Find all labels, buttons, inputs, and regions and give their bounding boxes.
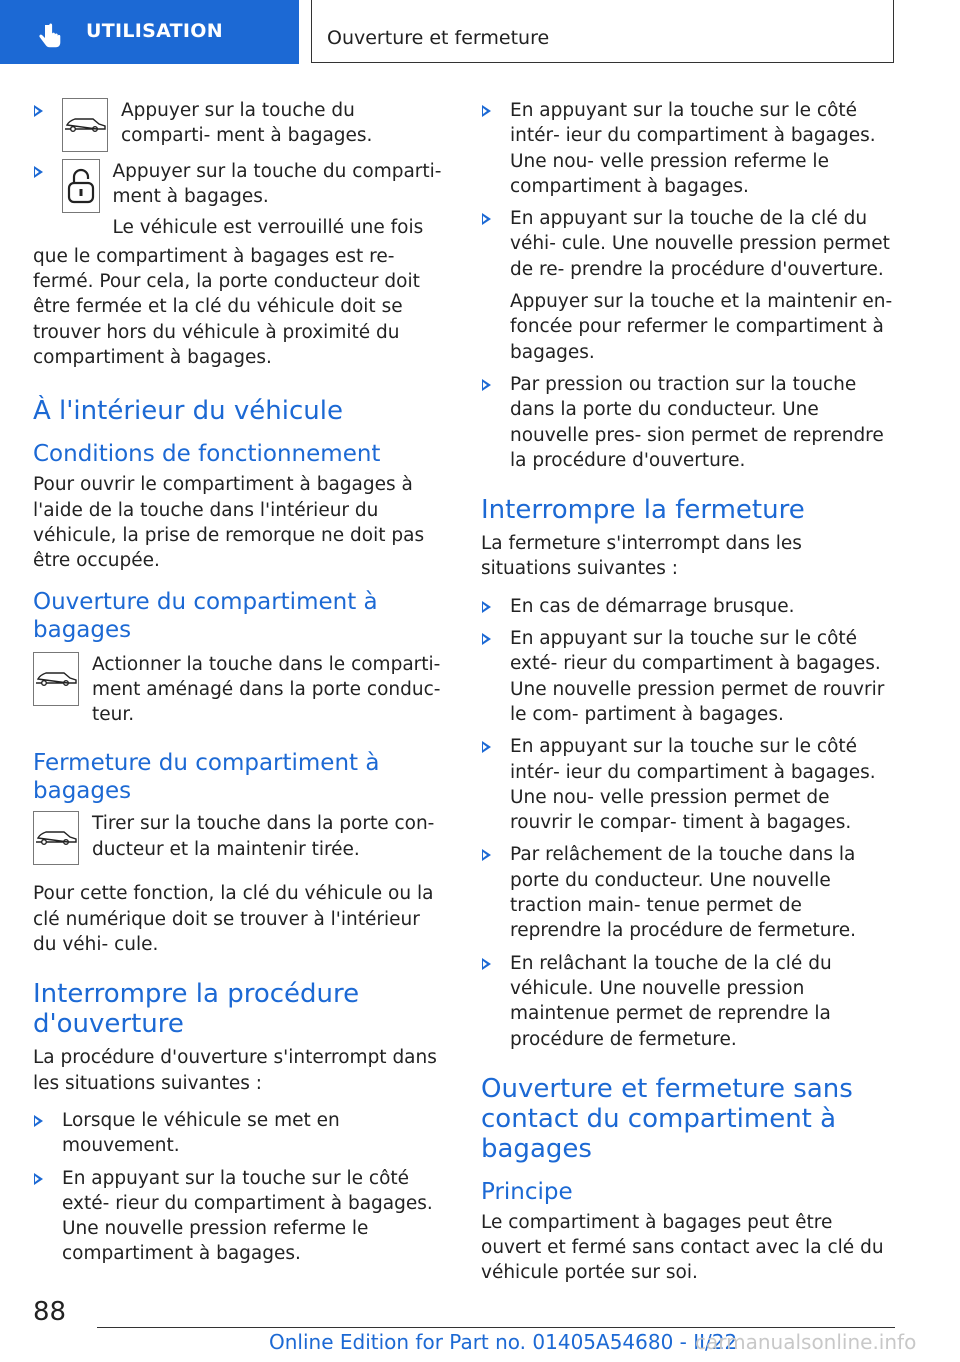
bullet-text: Appuyer sur la touche du comparti‐ ment à bagages. [121, 100, 373, 147]
bullet-text: Par pression ou traction sur la touche dans la porte du conducteur. Une nouvelle pres‐ sion permet de reprendre la procédure d'ouverture. [510, 373, 884, 471]
edition-label: Online Edition for Part no. 01405A54680 - II/22 [269, 1330, 738, 1354]
bullet-text: En appuyant sur la touche sur le côté exté‐ rieur du compartiment à bagages. Une nouvelle pression referme le compartiment à bagages. [62, 1167, 433, 1265]
car-trunk-icon [33, 811, 79, 865]
lock-icon [62, 159, 100, 213]
hand-pointer-icon [36, 22, 64, 50]
paragraph-conditions: Pour ouvrir le compartiment à bagages à l'aide de la touche dans l'intérieur du véhicule, la prise de remorque ne doit pas être occupée. [33, 474, 425, 572]
watermark: carmanualsonline.info [695, 1330, 917, 1354]
triangle-bullet-icon [482, 213, 491, 225]
list-item [481, 372, 896, 473]
heading-principle: Principe [481, 1178, 573, 1205]
list-item [33, 1166, 448, 1267]
lock-note-rest: que le compartiment à bagages est re‐ fermé. Pour cela, la porte conducteur doit être fermée et la clé du véhicule doit se trouver hors du véhicule à proximité du compartiment à bagages. [33, 245, 420, 369]
bullet-text: Appuyer sur la touche du comparti‐ ment à bagages. [112, 161, 442, 208]
list-item [481, 734, 896, 835]
heading-interrupt-opening: Interrompre la procédure d'ouverture [33, 979, 360, 1040]
list-item [481, 594, 896, 619]
paragraph-opening: Actionner la touche dans le comparti‐ ment aménagé dans la porte conduc‐ teur. [92, 653, 441, 726]
bullet-text: En appuyant sur la touche sur le côté intér‐ ieur du compartiment à bagages. Une nou‐ velle pression permet de rouvrir le compar‐ timent à bagages. [510, 736, 876, 834]
car-trunk-icon [62, 98, 108, 152]
list-item [481, 951, 896, 1052]
list-item [33, 159, 448, 240]
heading-closing: Fermeture du compartiment à bagages [33, 750, 380, 805]
heading-contactless: Ouverture et fermeture sans contact du compartiment à bagages [481, 1073, 853, 1164]
right-column [481, 98, 896, 1295]
lock-note-first: Le véhicule est verrouillé une fois [112, 216, 424, 238]
page-number: 88 [33, 1297, 67, 1327]
heading-opening: Ouverture du compartiment à bagages [33, 588, 378, 643]
list-item [33, 98, 448, 152]
triangle-bullet-icon [34, 1173, 43, 1185]
bullet-text: En appuyant sur la touche de la clé du véhi‐ cule. Une nouvelle pression permet de re‐ prendre la procédure d'ouverture. [510, 208, 890, 280]
triangle-bullet-icon [482, 105, 491, 117]
bullet-text: Lorsque le véhicule se met en mouvement. [62, 1109, 340, 1157]
paragraph-interrupt-closing: La fermeture s'interrompt dans les situations suivantes : [481, 533, 802, 580]
bullet-text: En relâchant la touche de la clé du véhicule. Une nouvelle pression maintenue permet de reprendre la procédure de fermeture. [510, 952, 832, 1050]
triangle-bullet-icon [482, 601, 491, 613]
heading-interior: À l'intérieur du véhicule [33, 396, 343, 427]
paragraph-principle: Le compartiment à bagages peut être ouvert et fermé sans contact avec la clé du véhicule portée sur soi. [481, 1211, 884, 1284]
triangle-bullet-icon [482, 958, 491, 970]
list-item [481, 626, 896, 727]
heading-conditions: Conditions de fonctionnement [33, 441, 381, 468]
list-item [481, 206, 896, 365]
paragraph-closing: Tirer sur la touche dans la porte con‐ ducteur et la maintenir tirée. [92, 813, 435, 860]
triangle-bullet-icon [34, 166, 43, 178]
footer-divider [97, 1327, 895, 1328]
triangle-bullet-icon [482, 633, 491, 645]
car-trunk-icon [33, 652, 79, 706]
list-item [33, 1108, 448, 1159]
triangle-bullet-icon [34, 105, 43, 117]
header-chapter-box [311, 0, 894, 63]
bullet-text: En cas de démarrage brusque. [510, 595, 795, 617]
triangle-bullet-icon [482, 379, 491, 391]
list-item [481, 842, 896, 943]
chapter-title: Ouverture et fermeture [327, 27, 550, 49]
triangle-bullet-icon [482, 849, 491, 861]
bullet-text: En appuyant sur la touche sur le côté exté‐ rieur du compartiment à bagages. Une nouvelle pression permet de rouvrir le com‐ partiment à bagages. [510, 628, 885, 725]
paragraph-closing-note: Pour cette fonction, la clé du véhicule ou la clé numérique doit se trouver à l'intérieur du véhi‐ cule. [33, 883, 434, 956]
closing-row [33, 811, 448, 865]
list-item [481, 98, 896, 199]
left-column [33, 98, 448, 1274]
triangle-bullet-icon [482, 741, 491, 753]
key-note: Appuyer sur la touche et la maintenir en‐ foncée pour refermer le compartiment à bagages. [510, 291, 893, 363]
bullet-text: En appuyant sur la touche sur le côté intér‐ ieur du compartiment à bagages. Une nou‐ velle pression referme le compartiment à bagages. [510, 100, 876, 197]
section-title: UTILISATION [86, 20, 223, 42]
paragraph-interrupt-opening: La procédure d'ouverture s'interrompt dans les situations suivantes : [33, 1047, 437, 1094]
opening-row [33, 652, 448, 728]
bullet-text: Par relâchement de la touche dans la porte du conducteur. Une nouvelle traction main‐ tenue permet de reprendre la procédure de fermeture. [510, 844, 856, 942]
heading-interrupt-closing: Interrompre la fermeture [481, 495, 805, 526]
header-section-tab [0, 0, 299, 64]
triangle-bullet-icon [34, 1115, 43, 1127]
